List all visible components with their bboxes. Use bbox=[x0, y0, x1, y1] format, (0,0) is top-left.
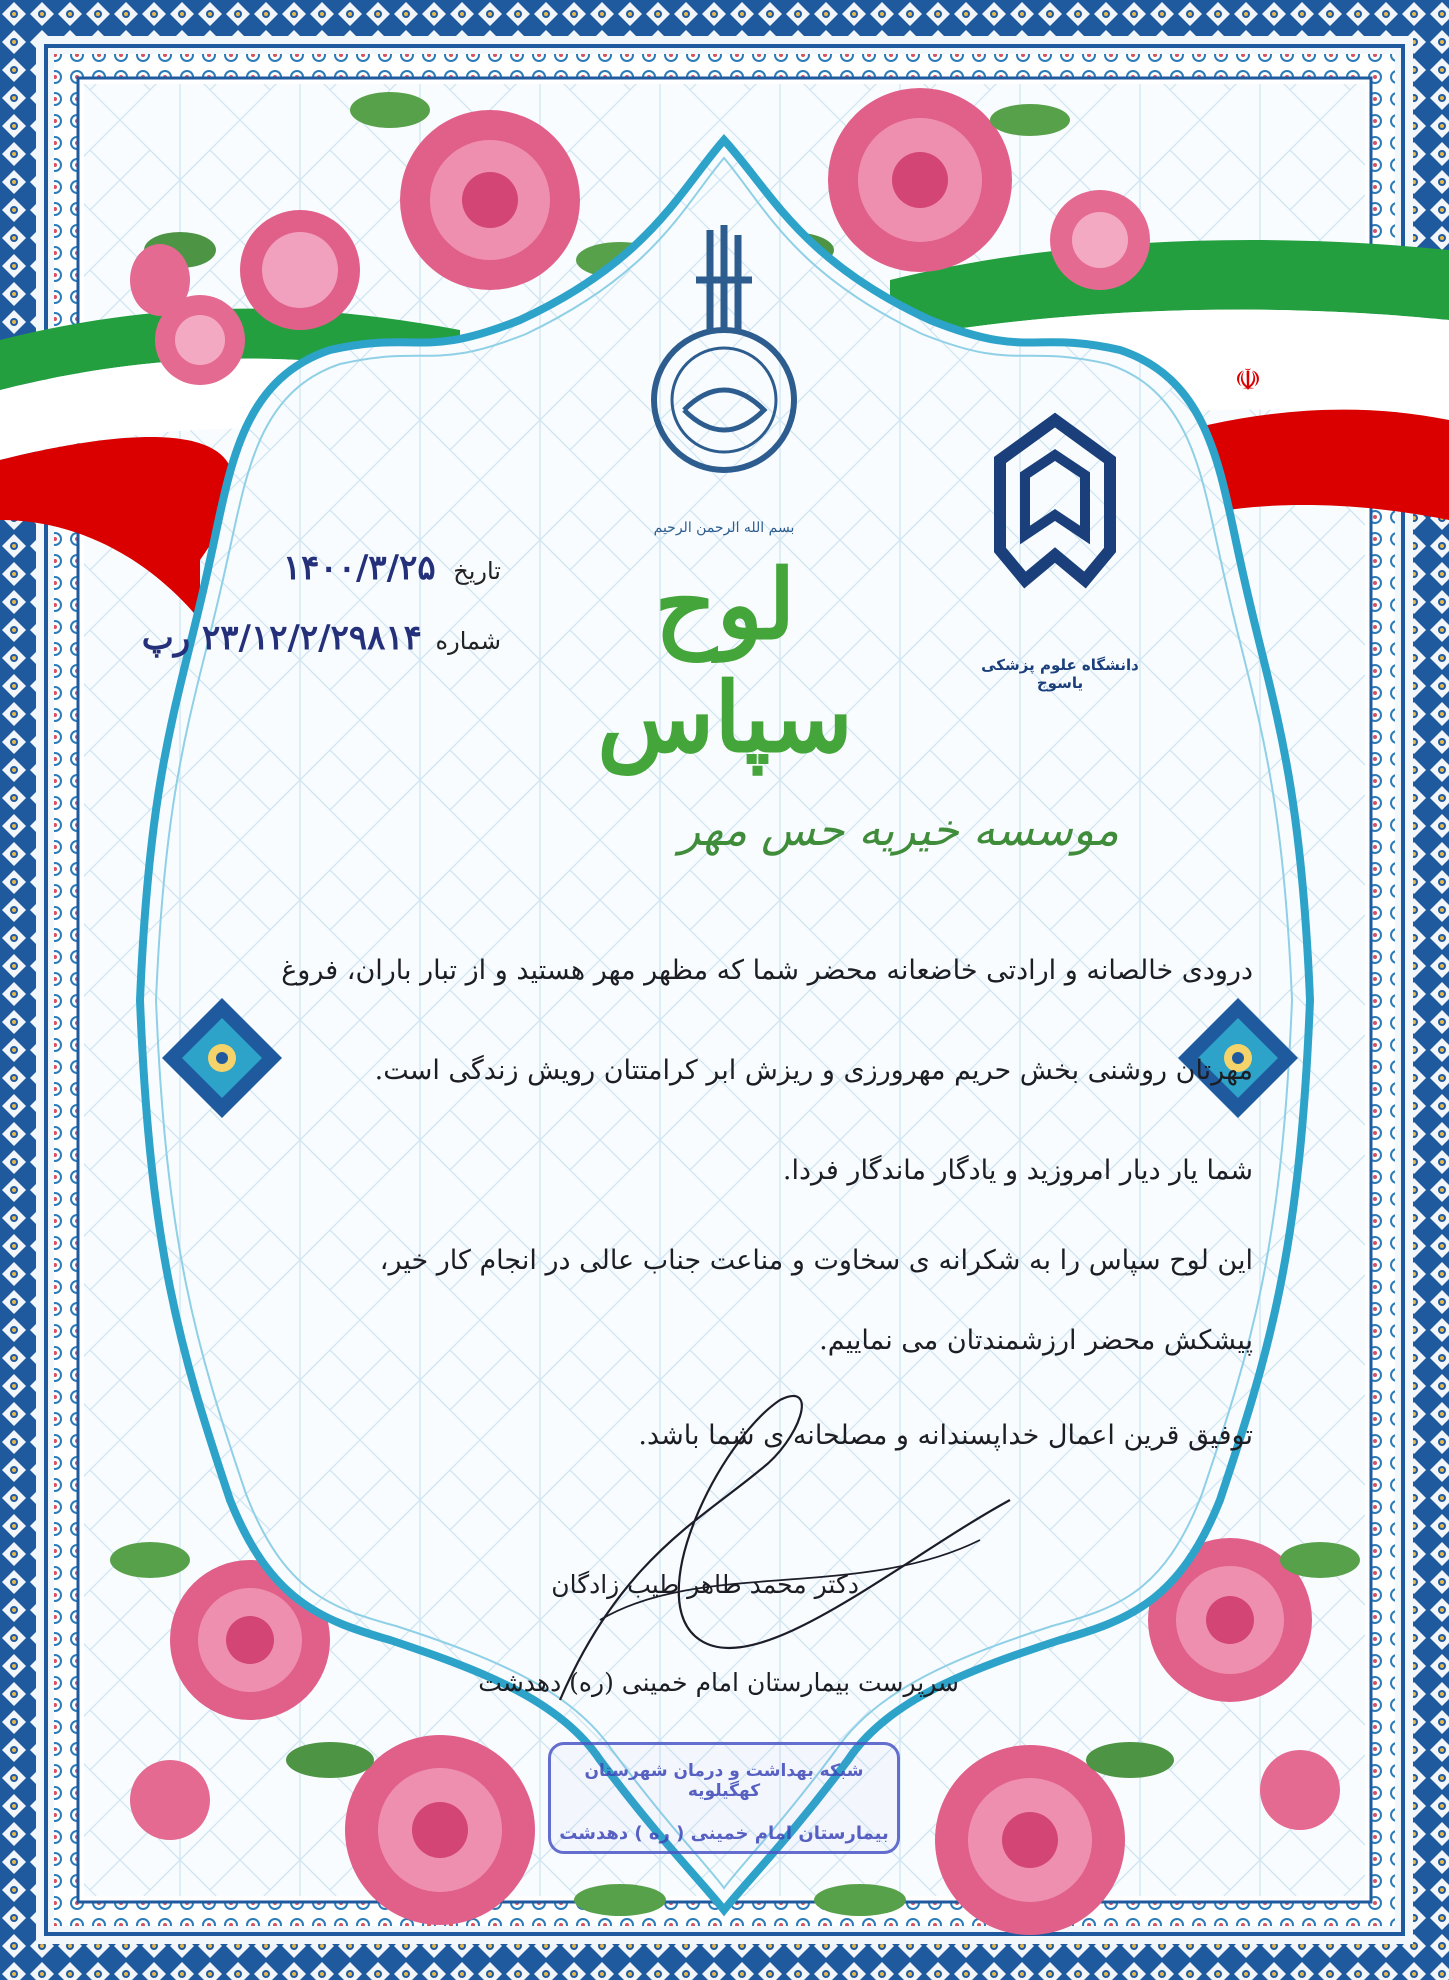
number-label: شماره bbox=[435, 627, 501, 655]
svg-text:☫: ☫ bbox=[1234, 363, 1262, 398]
recipient-name: موسسه خیریه حس مهر bbox=[679, 805, 1119, 856]
stamp-line-2: بیمارستان امام خمینی ( ره ) دهدشت bbox=[559, 1823, 889, 1844]
university-name: دانشگاه علوم پزشکی یاسوج bbox=[981, 656, 1139, 692]
body-line-6: توفیق قرین اعمال خداپسندانه و مصلحانه ی شما باشد. bbox=[638, 1420, 1253, 1451]
date-line bbox=[201, 548, 501, 588]
body-line-4: این لوح سپاس را به شکرانه ی سخاوت و مناعت جناب عالی در انجام کار خیر، bbox=[379, 1245, 1253, 1276]
certificate-title: لوح سپاس bbox=[597, 548, 853, 774]
body-line-1: درودی خالصانه و ارادتی خاضعانه محضر شما که مظهر مهر هستید و از تبار باران، فروغ bbox=[281, 955, 1253, 986]
official-stamp bbox=[548, 1742, 900, 1854]
body-line-5: پیشکش محضر ارزشمندتان می نماییم. bbox=[819, 1325, 1253, 1356]
svg-text:☫: ☫ bbox=[123, 468, 151, 503]
date-value: ۱۴۰۰/۳/۲۵ bbox=[282, 548, 436, 588]
body-line-3: شما یار دیار امروزید و یادگار ماندگار فردا. bbox=[782, 1155, 1253, 1186]
number-line bbox=[141, 618, 501, 658]
number-value: ۲۳/۱۲/۲/۲۹۸۱۴ رپ bbox=[141, 618, 422, 658]
date-label: تاریخ bbox=[453, 557, 501, 585]
body-line-2: مهرتان روشنی بخش حریم مهرورزی و ریزش ابر کرامتتان رویش زندگی است. bbox=[374, 1055, 1253, 1086]
basmala: بسم الله الرحمن الرحیم bbox=[653, 520, 795, 536]
signatory-name: دکتر محمد طاهر طیب زادگان bbox=[551, 1570, 859, 1599]
signatory-position: سرپرست بیمارستان امام خمینی (ره) دهدشت bbox=[478, 1668, 959, 1697]
stamp-line-1: شبکه بهداشت و درمان شهرستان کهگیلویه bbox=[584, 1761, 864, 1801]
